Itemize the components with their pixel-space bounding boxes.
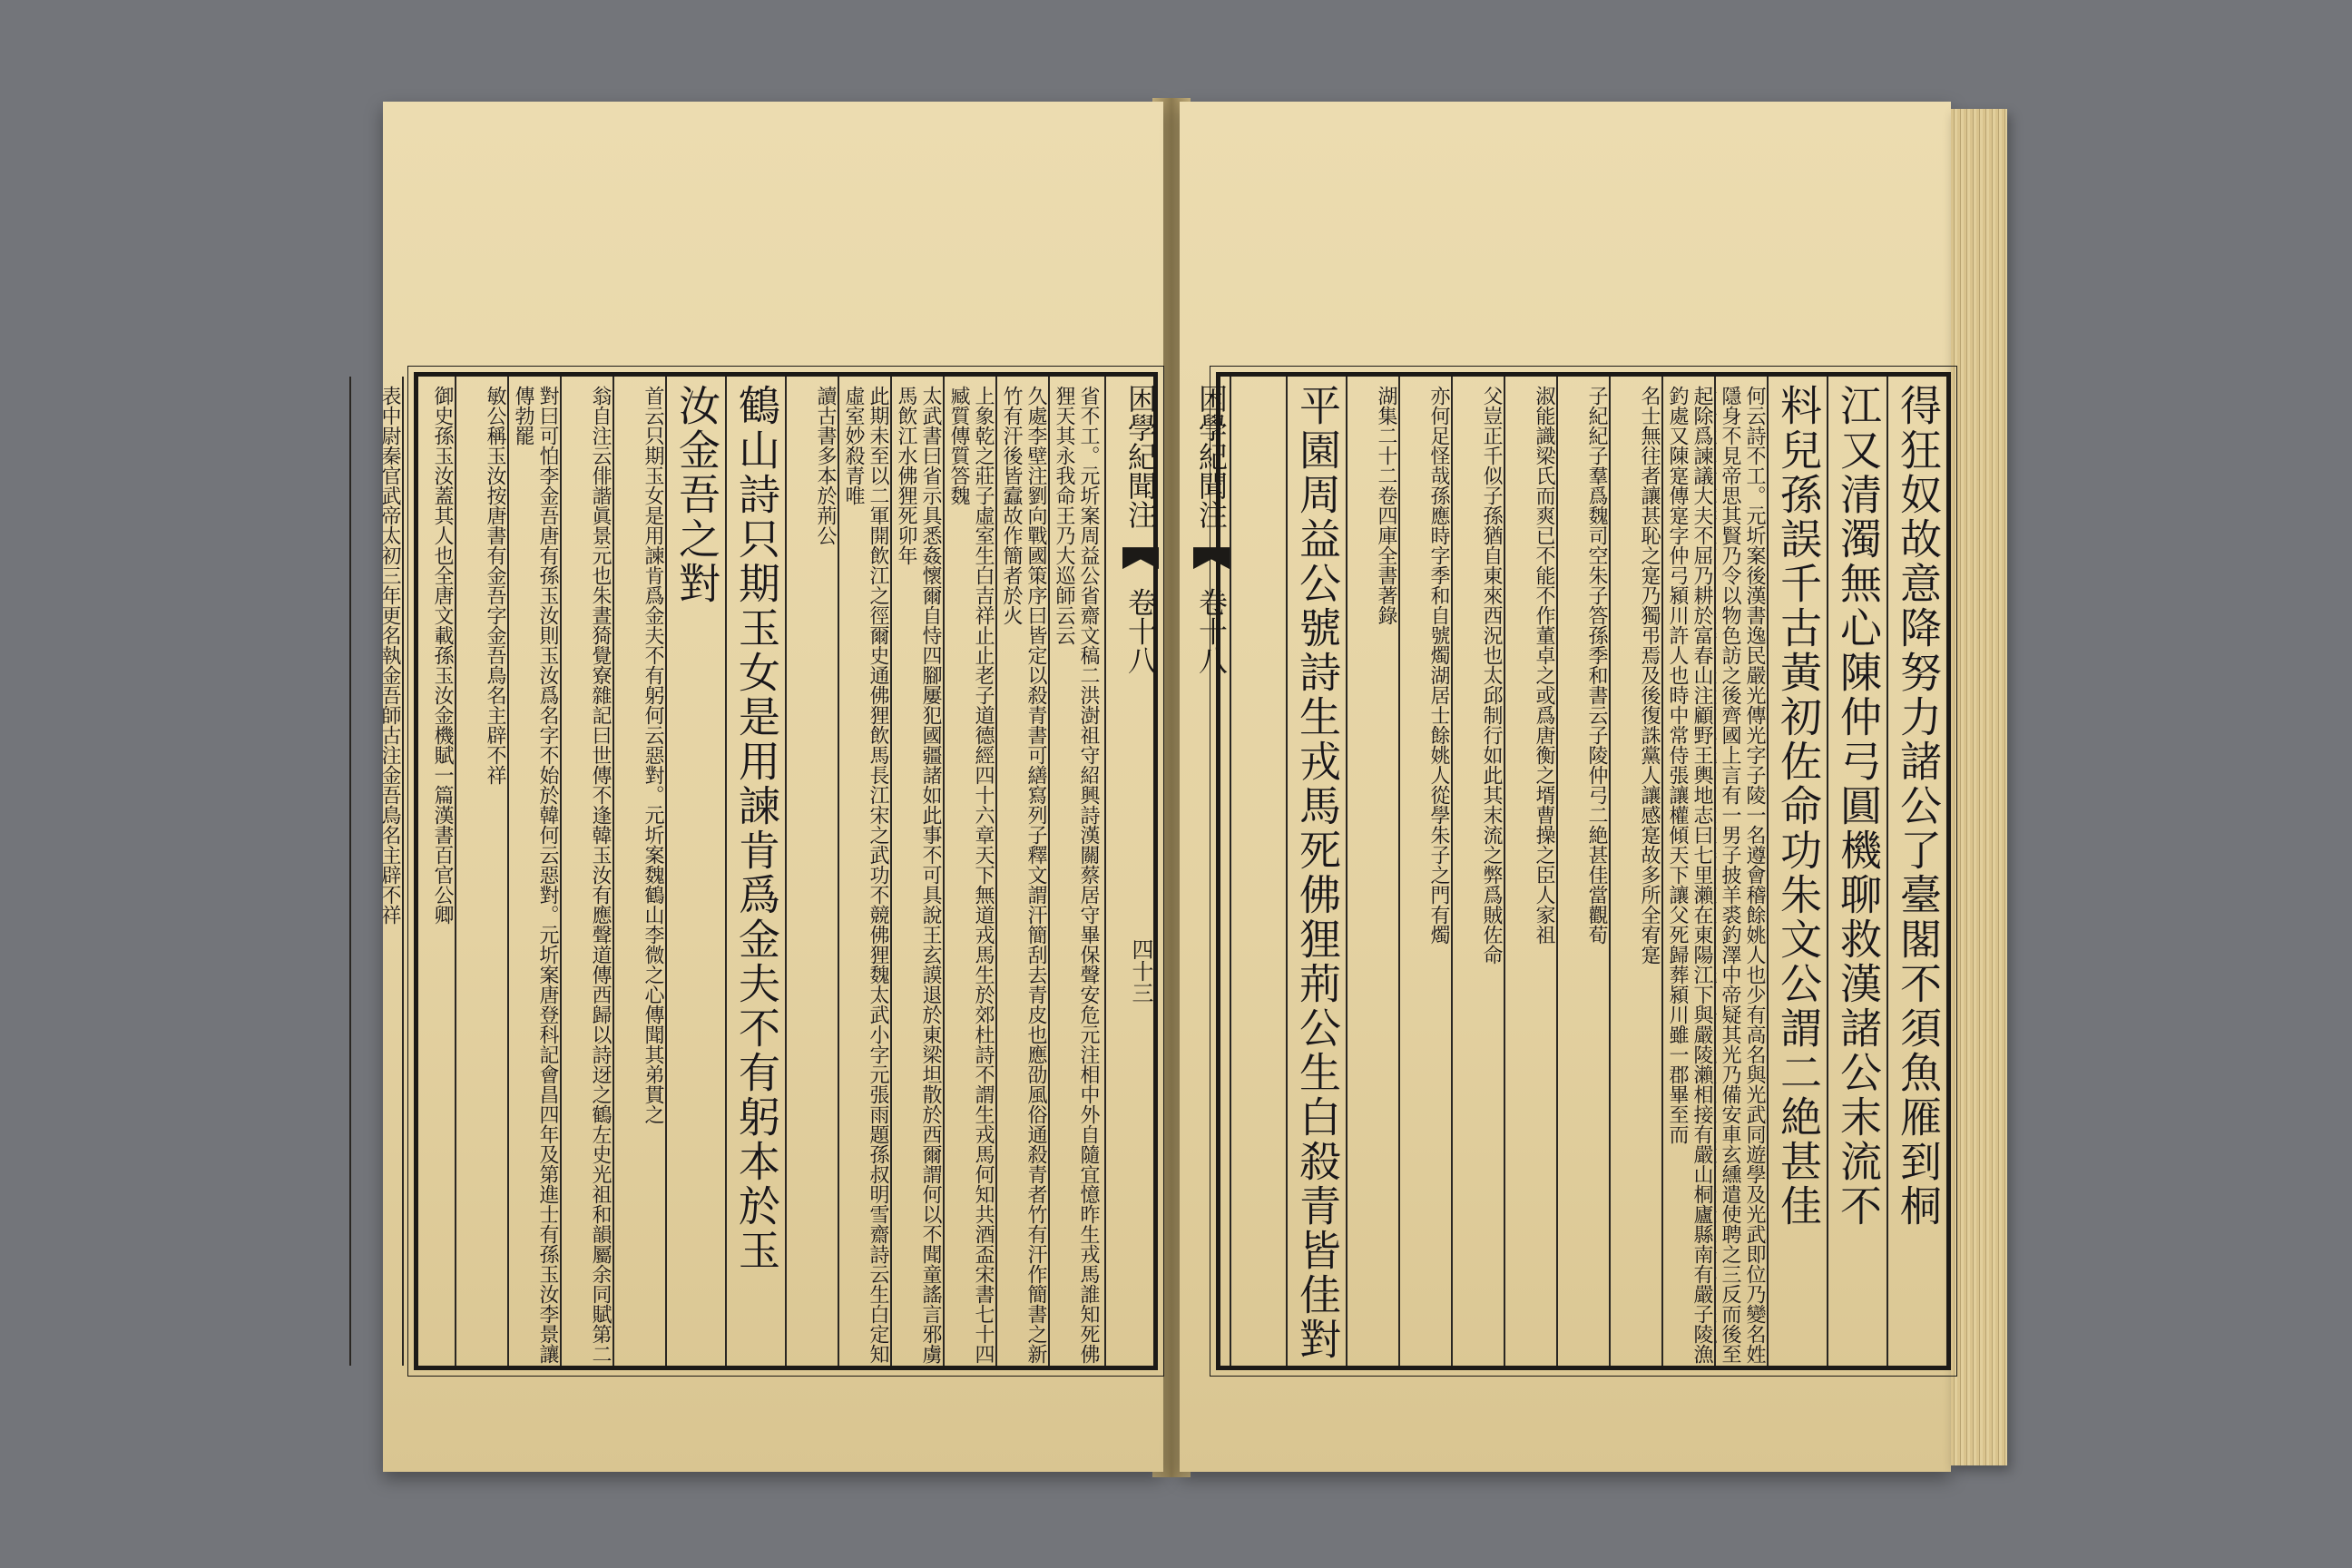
text-column: 表中尉秦官武帝太初三年更名執金吾師古注金吾鳥名主辟不祥 bbox=[349, 377, 402, 1366]
text-column: 敏公稱玉汝按唐書有金吾字金吾鳥名主辟不祥 bbox=[455, 377, 507, 1366]
left-text-frame bbox=[378, 372, 1158, 1370]
text-column: 太武書曰省示具悉姦懷爾自恃四腳屢犯國疆諸如此事不可具說王玄謨退於東梁坦散於西爾謂何以不聞童謠言邪虜馬飲江水佛狸死卯年 bbox=[890, 377, 943, 1366]
text-column: 料兒孫誤千古黃初佐命功朱文公謂二絶甚佳 bbox=[1767, 377, 1827, 1366]
fish-tail-mark bbox=[1193, 547, 1230, 569]
text-column: 名士無往者讓甚恥之寔乃獨弔焉及後復誅黨人讓感寔故多所全宥寔 bbox=[1609, 377, 1661, 1366]
text-column: 淑能識梁氏而爽已不能不作董卓之或爲唐衡之壻曹操之臣人家祖 bbox=[1504, 377, 1556, 1366]
text-column: 讀古書多本於荊公 bbox=[785, 377, 838, 1366]
volume-number: 卷十八 bbox=[1194, 587, 1229, 675]
text-column: 湖集二十二卷四庫全書著錄 bbox=[1346, 377, 1398, 1366]
book-title: 困學紀聞注 bbox=[1123, 384, 1158, 529]
text-column: 平園周益公號詩生戎馬死佛狸荊公生白殺青皆佳對 bbox=[1286, 377, 1346, 1366]
fish-tail-mark bbox=[1122, 547, 1159, 569]
text-column: 對曰可怕李金吾唐有孫玉汝則玉汝爲名字不始於韓何云惡對。元圻案唐登科記會昌四年及第進士有孫玉汝李景讓傳勃罷 bbox=[507, 377, 560, 1366]
text-column: 子紀紀子羣爲魏司空朱子答孫季和書云子陵仲弓二絶甚佳當觀荀 bbox=[1556, 377, 1609, 1366]
text-column: 翁自注云俳諧眞景元也朱晝猗覺寮雜記曰世傳不逢韓玉汝有應聲道傳西歸以詩迓之鶴左史光祖和韻屬余同賦第二 bbox=[560, 377, 612, 1366]
text-column: 此期未至以二軍開飲江之徑爾史通佛狸飲馬長江宋之武功不競佛狸魏太武小字元張雨題孫叔明雪齋詩云生白定知虛室妙殺青唯 bbox=[838, 377, 890, 1366]
text-column: 何云詩不工。元圻案後漢書逸民嚴光傳光字子陵一名遵會稽餘姚人也少有高名與光武同遊學及光武即位乃變名姓隱身不見帝思其賢乃令以物色訪之後齊國上言有一男子披羊裘釣澤中帝疑其光乃備安車玄纁遣使聘之三反而後至 bbox=[1714, 377, 1767, 1366]
text-column: 省不工。元圻案周益公省齋文稿二洪澍祖守紹興詩漢關蔡居守畢保聲安危元注相中外自隨宜憶昨生戎馬誰知死佛狸天其永我命王乃大巡師云云 bbox=[1048, 377, 1101, 1366]
right-center-strip bbox=[1181, 377, 1231, 1366]
text-column: 汝金吾之對 bbox=[665, 377, 725, 1366]
text-column: 首云只期玉女是用諫肯爲金夫不有躬何云惡對。元圻案魏鶴山李微之心傳聞其弟貫之 bbox=[612, 377, 665, 1366]
text-column: 上象乾之莊子虛室生白吉祥止止老子道德經四十六章天下無道戎馬生於郊杜詩不謂生戎馬何知共酒盃宋書七十四臧質傳質答魏 bbox=[943, 377, 995, 1366]
text-column: 御史孫玉汝蓋其人也全唐文載孫玉汝金機賦一篇漢書百官公卿 bbox=[402, 377, 455, 1366]
text-column: 起除爲諫議大夫不屈乃耕於富春山注顧野王輿地志曰七里瀨在東陽江下與嚴陵瀨相接有嚴山桐廬縣南有嚴子陵漁釣處又陳寔傳寔字仲弓潁川許人也時中常侍張讓權傾天下讓父死歸葬潁川雖一郡畢至而 bbox=[1661, 377, 1714, 1366]
folio-number: 四十三 bbox=[1128, 937, 1153, 1004]
page-edges bbox=[1951, 109, 2007, 1465]
left-center-strip bbox=[1104, 377, 1159, 1366]
text-column: 江又清濁無心陳仲弓圓機聊救漢諸公末流不 bbox=[1827, 377, 1886, 1366]
book-title: 困學紀聞注 bbox=[1194, 384, 1229, 529]
text-column: 久處李壁注劉向戰國策序曰皆定以殺青書可繕寫列子釋文謂汗簡刮去青皮也應劭風俗通殺青者竹有汗作簡書之新竹有汗後皆蠧故作簡者於火 bbox=[995, 377, 1048, 1366]
text-column: 得狂奴故意降努力諸公了臺閣不須魚雁到桐 bbox=[1886, 377, 1946, 1366]
right-text-frame bbox=[1194, 372, 1951, 1370]
text-column: 亦何足怪哉孫應時字季和自號燭湖居士餘姚人從學朱子之門有燭 bbox=[1398, 377, 1451, 1366]
volume-number: 卷十八 bbox=[1123, 587, 1158, 675]
text-column: 鶴山詩只期玉女是用諫肯爲金夫不有躬本於玉 bbox=[725, 377, 785, 1366]
text-column: 父豈正千似子孫猶自東來西況也太邱制行如此其末流之弊爲賊佐命 bbox=[1451, 377, 1504, 1366]
